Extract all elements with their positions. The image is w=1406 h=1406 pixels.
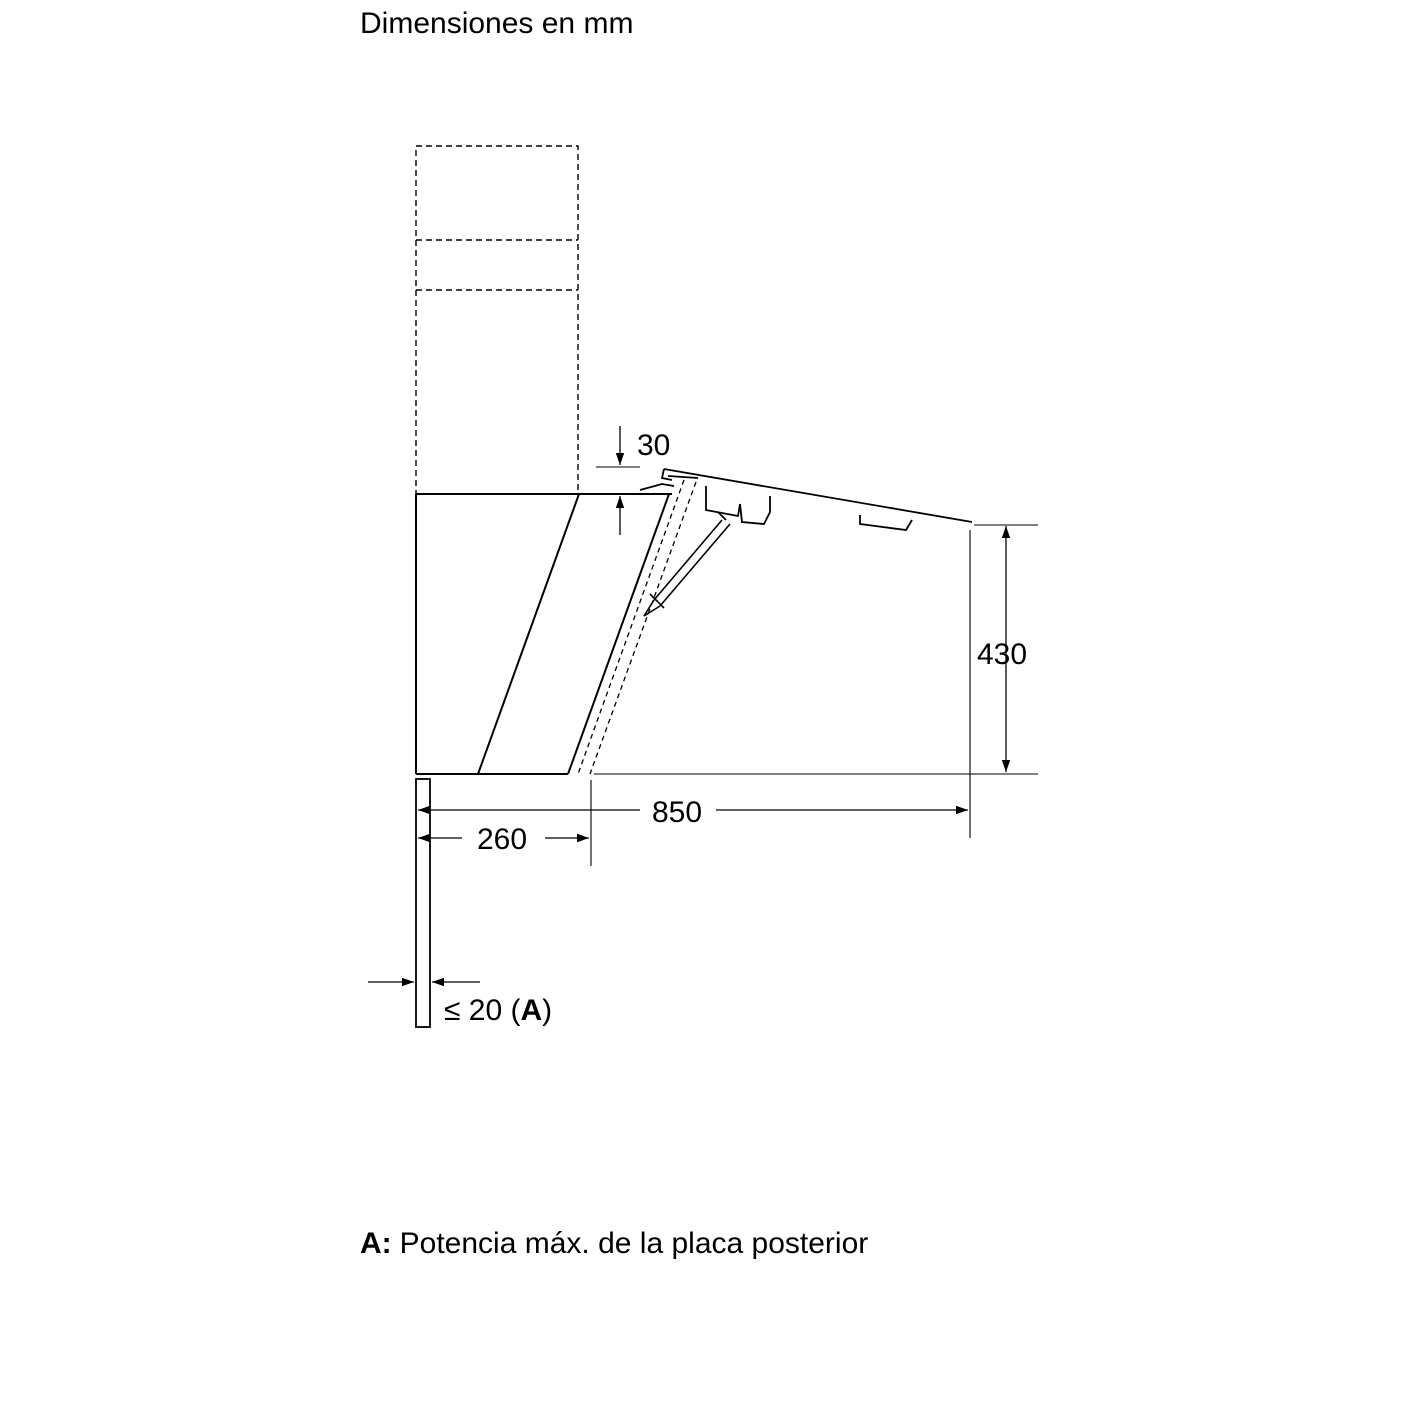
legend-key: A: xyxy=(360,1227,392,1260)
chimney-outline xyxy=(416,146,578,494)
open-panel-outline xyxy=(578,480,696,774)
panel-thickness-key: A xyxy=(520,994,543,1027)
legend-text: Potencia máx. de la placa posterior xyxy=(399,1227,869,1260)
panel-thickness-suffix: ) xyxy=(542,994,553,1027)
top-gap-label: 30 xyxy=(637,429,671,462)
back-panel xyxy=(416,779,430,1027)
gas-strut xyxy=(644,520,730,616)
height-label: 430 xyxy=(977,638,1028,671)
page-title: Dimensiones en mm xyxy=(360,7,634,40)
panel-thickness-prefix: ≤ 20 ( xyxy=(444,994,521,1027)
depth-label: 260 xyxy=(477,823,528,856)
hood-body xyxy=(416,494,672,774)
dimension-arrows xyxy=(368,426,1006,982)
legend-note xyxy=(360,1226,868,1262)
width-label: 850 xyxy=(652,796,703,829)
panel-thickness-label xyxy=(444,994,552,1027)
